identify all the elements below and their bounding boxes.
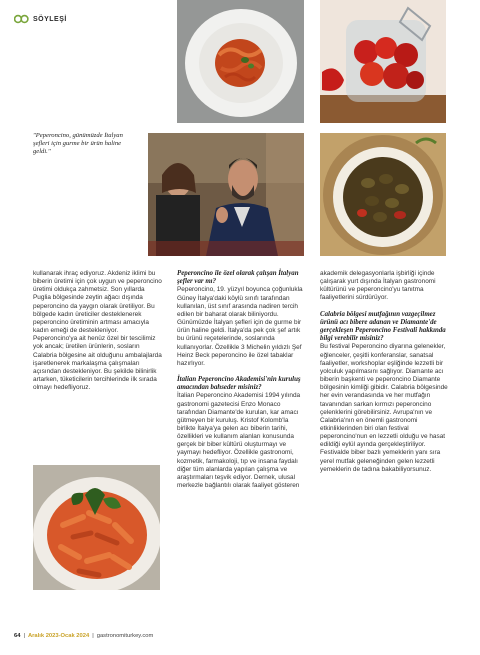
question-heading: İtalian Peperoncino Akademisi'nin kuruluş amacından bahseder misiniz? [177,375,301,392]
answer-paragraph: Bu festival Peperoncino diyarına gelenekler, eğlenceler, çeşitli konferanslar, sanatsal faaliyetler, workshoplar eşliğinde lezzetli bir yolculuk yapılmasını sağlıyor. Diamante acı biberin başkenti ve peperoncino Diamante bölgesinin kimliği gibidir. Calabria bölgesinde her evin verandasında ve her mutfağın tavanından sarkan kırmızı peperoncino çelenklerini görebilirsiniz. Avrupa'nın ve Calabria'nın en önemli gastronomi etkinliklerinden biri olan festival peperoncino'nun en lezzetli olduğu ve hasat edildiği eylül ayında gerçekleştiriliyor. Festivalde biber bazlı yemeklerin yanı sıra yerel mutfak geleneğinden gelen lezzetli yemeklerin de tadına bakabiliyorsunuz. [320,343,448,473]
footer-separator: | [92,633,94,639]
answer-paragraph: İtalian Peperoncino Akademisi 1994 yılında gastronomi gazetecisi Enzo Monaco tarafından Diamante'de kurulan, kar amacı gütmeyen bir kuruluş. Kristof Kolomb'la birlikte İtalya'ya gelen acı biberin tarihi, özellikleri ve kullanım alanları konusunda gerçek bir biber kültürü oluşturmayı ve yaymayı hedefliyor. Özellikle gastronomi, kozmetik, farmakoloji, tıp ve insana faydalı diğer tüm alanlarda yapılan çalışma ve araştırmaları teşvik ediyor. Dernek, ulusal merkezle bağlantılı olarak faaliyet gösteren [177,392,301,490]
website-link[interactable]: gastronomiturkey.com [96,633,154,639]
page-footer [14,633,153,639]
body-paragraph: akademik delegasyonlarla işbirliği içinde çalışarak yurt dışında İtalyan gastronomi kültürünü ve peperoncino'yu tanıtma faaliyetlerini sürdürüyor. [320,270,436,302]
page-header [14,14,67,24]
issue-date: Aralık 2023-Ocak 2024 [27,633,90,639]
magazine-logo-icon [14,14,29,24]
column-3 [320,270,450,474]
penne-pasta-photo [33,465,160,590]
pull-quote-caption: "Peperoncino, günümüzde İtalyan şefleri için gurme bir ürün haline geldi." [33,132,123,155]
pasta-plate-photo [177,0,304,123]
page-number: 64 [14,633,21,639]
olives-bowl-photo [320,133,446,256]
column-1 [33,270,162,392]
question-heading: Peperoncino ile özel olarak çalışan İtalyan şefler var mı? [177,270,299,286]
body-paragraph: kullanarak ihraç ediyoruz. Akdeniz iklimi bu biberin üretimi için çok uygun ve peperoncino üretimi oldukça zahmetsiz. Son yıllarda Puglia bölgesinde zeytin ağacı dışında peperoncino da yaygın olarak üretiliyor. Bu bölgede kadın üreticiler desteklenerek peperoncino üretiminin artması amacıyla kadın emeği de destekleniyor. Peperoncino'ya ait henüz özel bir tescilimiz yok ancak; üretilen ürünlerin, sosların Calabria bölgesine ait olduğunu ambalajlarda işaretlenerek markalaşma çalışmaları açısından destekleniyor. Bu şekilde bilinirlik artarken, tüketicilerin tercihlerinde ilk sırada olmayı hedefliyoruz. [33,270,162,392]
pepper-jar-photo [320,0,446,123]
column-2 [177,270,308,490]
question-heading: Calabria bölgesi mutfağının vazgeçilmez ürünü acı bibere adanan ve Diamante'de gerçekleşen Peperoncino Festivali hakkında bilgi verebilir misiniz? [320,310,446,343]
section-title: SÖYLEŞİ [33,15,67,23]
answer-paragraph: Peperoncino, 19. yüzyıl boyunca çoğunlukla Güney İtalya'daki köylü sınıfı tarafından kullanılan, üst sınıf arasında nadiren tercih edilen bir baharat olarak biliniyordu. Günümüzde İtalyan şefleri için de gurme bir ürün haline geldi. İtalya'da pek çok şef artık bu ürünü reçetelerinde, soslarında kullanıyorlar. Özellikle 3 Michelin yıldızlı Şef Heinz Beck peperoncino ile özel tabaklar hazırlıyor. [177,286,303,367]
interview-photo [148,133,304,256]
footer-separator: | [23,633,25,639]
